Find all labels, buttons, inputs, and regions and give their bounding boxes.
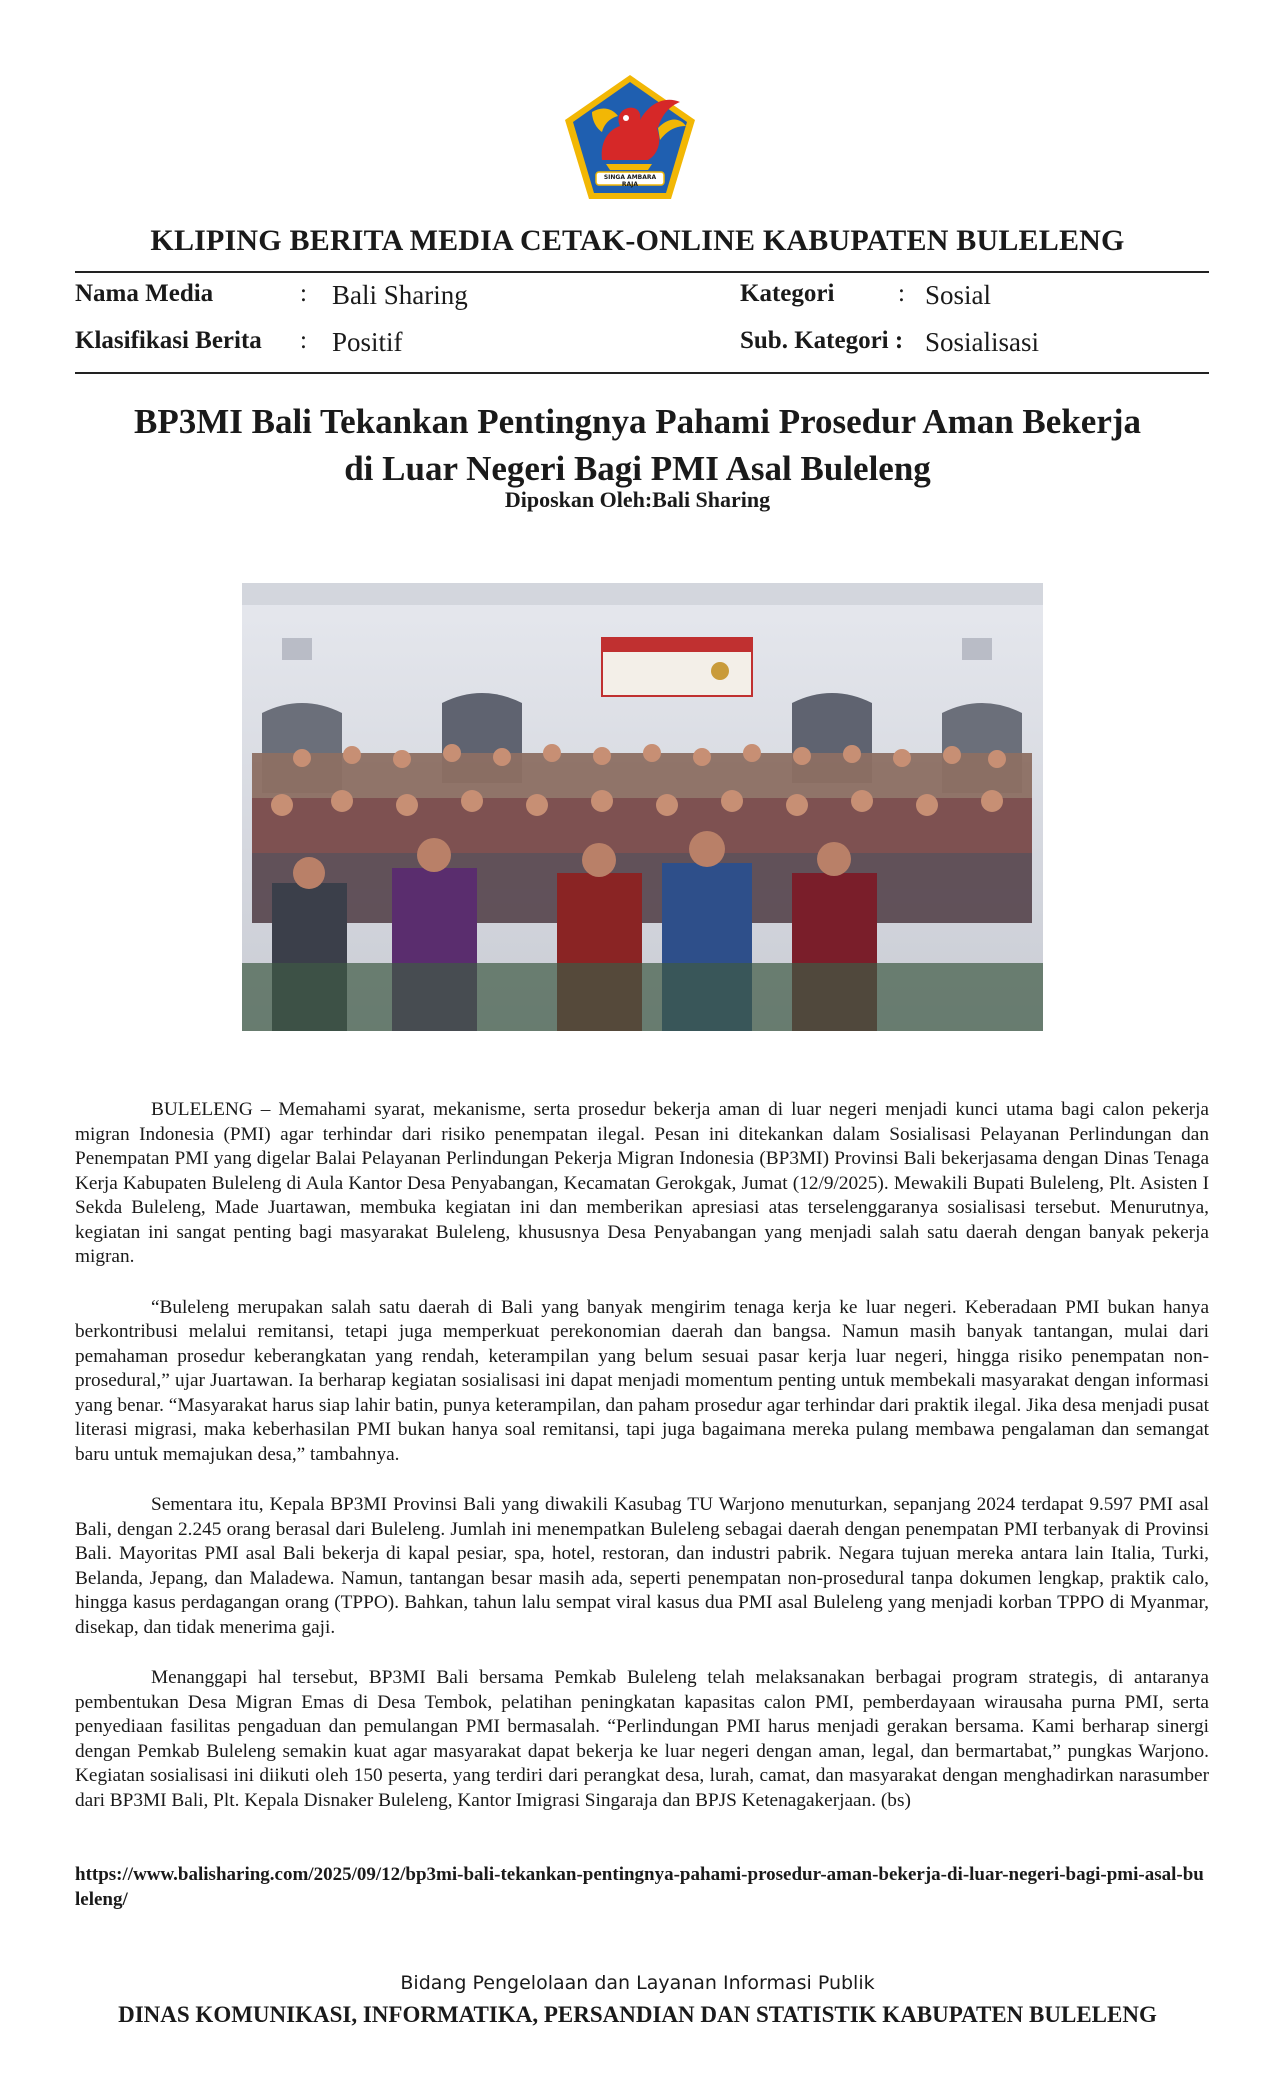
article-byline: Diposkan Oleh:Bali Sharing	[504, 487, 771, 512]
source-url-link[interactable]: https://www.balisharing.com/2025/09/12/bp3mi-bali-tekankan-pentingnya-pahami-prosedur-aman-bekerja-di-luar-negeri-bagi-pmi-asal-buleleng/	[75, 1864, 1204, 1910]
media-name-colon: :	[300, 280, 307, 307]
article-paragraph-3: Sementara itu, Kepala BP3MI Provinsi Bali yang diwakili Kasubag TU Warjono menuturkan, sepanjang 2024 terdapat 9.597 PMI asal Bali, dengan 2.245 orang berasal dari Buleleng. Jumlah ini menempatkan Buleleng sebagai daerah dengan penempatan PMI terbanyak di Provinsi Bali. Mayoritas PMI asal Bali bekerja di kapal pesiar, spa, hotel, restoran, dan industri pabrik. Negara tujuan mereka antara lain Italia, Turki, Belanda, Jepang, dan Maladewa. Namun, tantangan besar masih ada, seperti penempatan non-prosedural tanpa dokumen lengkap, praktik calo, hingga kasus perdagangan orang (TPPO). Bahkan, tahun lalu sempat viral kasus dua PMI asal Buleleng yang menjadi korban TPPO di Myanmar, disekap, dan tidak menerima gaji.	[75, 1494, 1209, 1638]
headline-line-1: BP3MI Bali Tekankan Pentingnya Pahami Prosedur Aman Bekerja	[133, 402, 1142, 441]
article-paragraph-1: BULELENG – Memahami syarat, mekanisme, serta prosedur bekerja aman di luar negeri menjadi kunci utama bagi calon pekerja migran Indonesia (PMI) agar terhindar dari risiko penempatan ilegal. Pesan ini ditekankan dalam Sosialisasi Pelayanan Perlindungan dan Penempatan PMI yang digelar Balai Pelayanan Perlindungan Pekerja Migran Indonesia (BP3MI) Provinsi Bali bekerjasama dengan Dinas Tenaga Kerja Kabupaten Buleleng di Aula Kantor Desa Penyabangan, Kecamatan Gerokgak, Jumat (12/9/2025). Mewakili Bupati Buleleng, Plt. Asisten I Sekda Buleleng, Made Juartawan, membuka kegiatan ini dan memberikan apresiasi atas terselenggaranya sosialisasi tersebut. Menurutnya, kegiatan ini sangat penting bagi masyarakat Buleleng, khususnya Desa Penyabangan yang menjadi salah satu daerah dengan banyak pekerja migran.	[75, 1099, 1209, 1267]
subcategory-value: Sosialisasi	[925, 327, 1040, 357]
article-body	[75, 1098, 1209, 1839]
article-photo	[242, 583, 1043, 1031]
clipping-header-title: KLIPING BERITA MEDIA CETAK-ONLINE KABUPATEN BULELENG	[150, 224, 1125, 257]
subcategory-label: Sub. Kategori :	[740, 327, 904, 354]
regency-emblem-logo	[562, 72, 698, 202]
headline-line-2: di Luar Negeri Bagi PMI Asal Buleleng	[344, 449, 931, 488]
header-bottom-rule	[75, 372, 1209, 374]
article-headline	[60, 398, 1215, 492]
emblem-motto-text: SINGA AMBARA RAJA	[603, 174, 657, 188]
classification-colon: :	[300, 327, 307, 354]
classification-value: Positif	[332, 327, 403, 357]
group-photo-image	[242, 583, 1043, 1031]
media-name-value: Bali Sharing	[332, 280, 468, 310]
media-name-label: Nama Media	[75, 280, 214, 307]
category-colon: :	[898, 280, 905, 307]
category-value: Sosial	[925, 280, 992, 310]
classification-label: Klasifikasi Berita	[75, 327, 262, 354]
article-paragraph-2: “Buleleng merupakan salah satu daerah di Bali yang banyak mengirim tenaga kerja ke luar negeri. Keberadaan PMI bukan hanya berkontribusi melalui remitansi, tetapi juga memperkuat perekonomian daerah dan bangsa. Namun masih banyak tantangan, mulai dari pemahaman prosedur keberangkatan yang rendah, keterampilan yang belum sesuai pasar kerja luar negeri, hingga risiko penempatan non-prosedural,” ujar Juartawan. Ia berharap kegiatan sosialisasi ini dapat menjadi momentum penting untuk membekali masyarakat dengan informasi yang benar. “Masyarakat harus siap lahir batin, punya keterampilan, dan paham prosedur agar terhindar dari praktik ilegal. Jika desa menjadi pusat literasi migrasi, maka keberhasilan PMI bukan hanya soal remitansi, tapi juga bagaimana mereka pulang membawa pengalaman dan semangat baru untuk memajukan desa,” tambahnya.	[75, 1296, 1209, 1465]
header-top-rule	[75, 271, 1209, 273]
category-label: Kategori	[740, 280, 835, 307]
footer-department: Bidang Pengelolaan dan Layanan Informasi Publik	[400, 1972, 875, 1994]
footer-agency: DINAS KOMUNIKASI, INFORMATIKA, PERSANDIAN DAN STATISTIK KABUPATEN BULELENG	[118, 2002, 1157, 2027]
article-paragraph-4: Menanggapi hal tersebut, BP3MI Bali bersama Pemkab Buleleng telah melaksanakan berbagai program strategis, di antaranya pembentukan Desa Migran Emas di Desa Tembok, pelatihan peningkatan kapasitas calon PMI, pemberdayaan wirausaha purna PMI, serta penyediaan fasilitas pengaduan dan pemulangan PMI bermasalah. “Perlindungan PMI harus menjadi gerakan bersama. Kami berharap sinergi dengan Pemkab Buleleng semakin kuat agar masyarakat dapat bekerja ke luar negeri dengan aman, legal, dan bermartabat,” pungkas Warjono. Kegiatan sosialisasi ini diikuti oleh 150 peserta, yang terdiri dari perangkat desa, lurah, camat, dan masyarakat dengan menghadirkan narasumber dari BP3MI Bali, Plt. Kepala Disnaker Buleleng, Kantor Imigrasi Singaraja dan BPJS Ketenagakerjaan. (bs)	[75, 1667, 1209, 1811]
